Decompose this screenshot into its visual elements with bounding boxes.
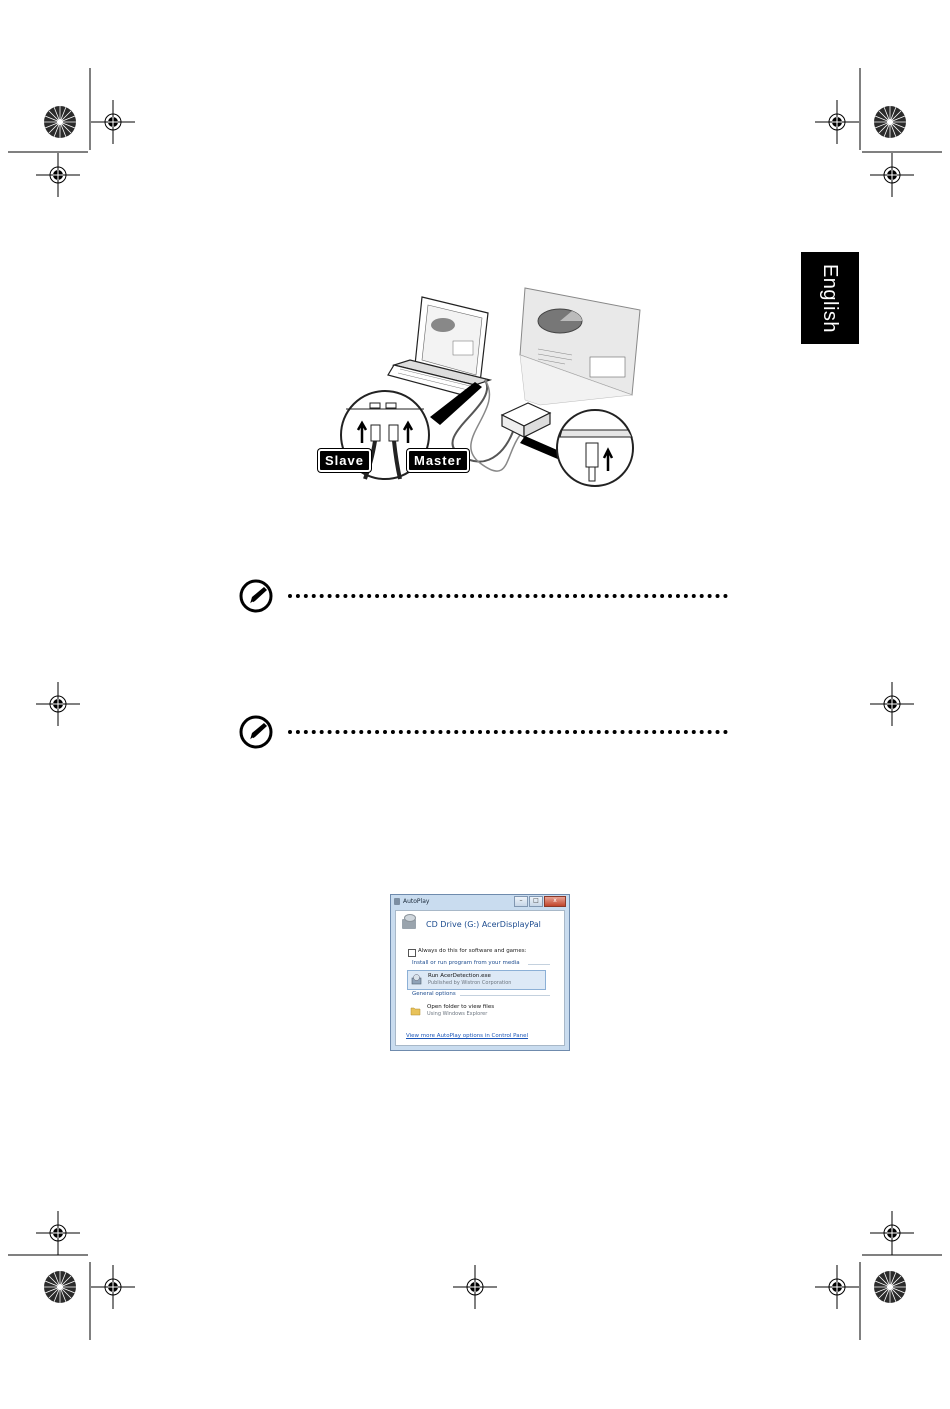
note-divider-2 bbox=[288, 730, 728, 734]
run-program-item[interactable] bbox=[407, 970, 546, 990]
language-tab bbox=[801, 252, 859, 344]
cd-drive-icon bbox=[402, 919, 416, 929]
autoplay-title: AutoPlay bbox=[403, 898, 430, 905]
autoplay-titlebar bbox=[391, 895, 569, 909]
installer-icon bbox=[411, 974, 422, 985]
run-item-subtitle: Published by Wistron Corporation bbox=[428, 980, 512, 986]
autoplay-app-icon bbox=[394, 898, 400, 905]
window-controls bbox=[514, 896, 566, 907]
section-install-header: Install or run program from your media bbox=[412, 960, 520, 966]
minimize-button[interactable]: – bbox=[514, 896, 528, 907]
autoplay-dialog bbox=[390, 894, 570, 1051]
folder-icon bbox=[410, 1005, 421, 1016]
drive-heading: CD Drive (G:) AcerDisplayPal bbox=[426, 920, 541, 929]
note-pen-icon bbox=[238, 578, 276, 614]
section-general-divider bbox=[460, 995, 550, 996]
note-divider-1 bbox=[288, 594, 728, 598]
section-install-divider bbox=[528, 964, 550, 965]
always-checkbox-label: Always do this for software and games: bbox=[418, 948, 527, 954]
folder-item-subtitle: Using Windows Explorer bbox=[427, 1011, 488, 1017]
language-tab-label: English bbox=[819, 263, 842, 333]
note-pen-icon bbox=[238, 714, 276, 750]
open-folder-item[interactable] bbox=[407, 1002, 546, 1020]
always-checkbox[interactable] bbox=[408, 949, 416, 957]
control-panel-link[interactable]: View more AutoPlay options in Control Panel bbox=[406, 1033, 529, 1039]
slave-label: Slave bbox=[318, 449, 371, 472]
note-row-1 bbox=[238, 578, 728, 614]
autoplay-body bbox=[395, 910, 565, 1046]
section-general-header: General options bbox=[412, 991, 456, 997]
note-row-2 bbox=[238, 714, 728, 750]
folder-item-title: Open folder to view files bbox=[427, 1004, 495, 1010]
projected-table bbox=[590, 357, 625, 377]
master-label: Master bbox=[407, 449, 469, 472]
close-button[interactable]: x bbox=[544, 896, 566, 907]
maximize-button[interactable]: □ bbox=[529, 896, 543, 907]
run-item-title: Run AcerDetection.exe bbox=[428, 973, 491, 979]
connection-illustration bbox=[310, 285, 650, 495]
